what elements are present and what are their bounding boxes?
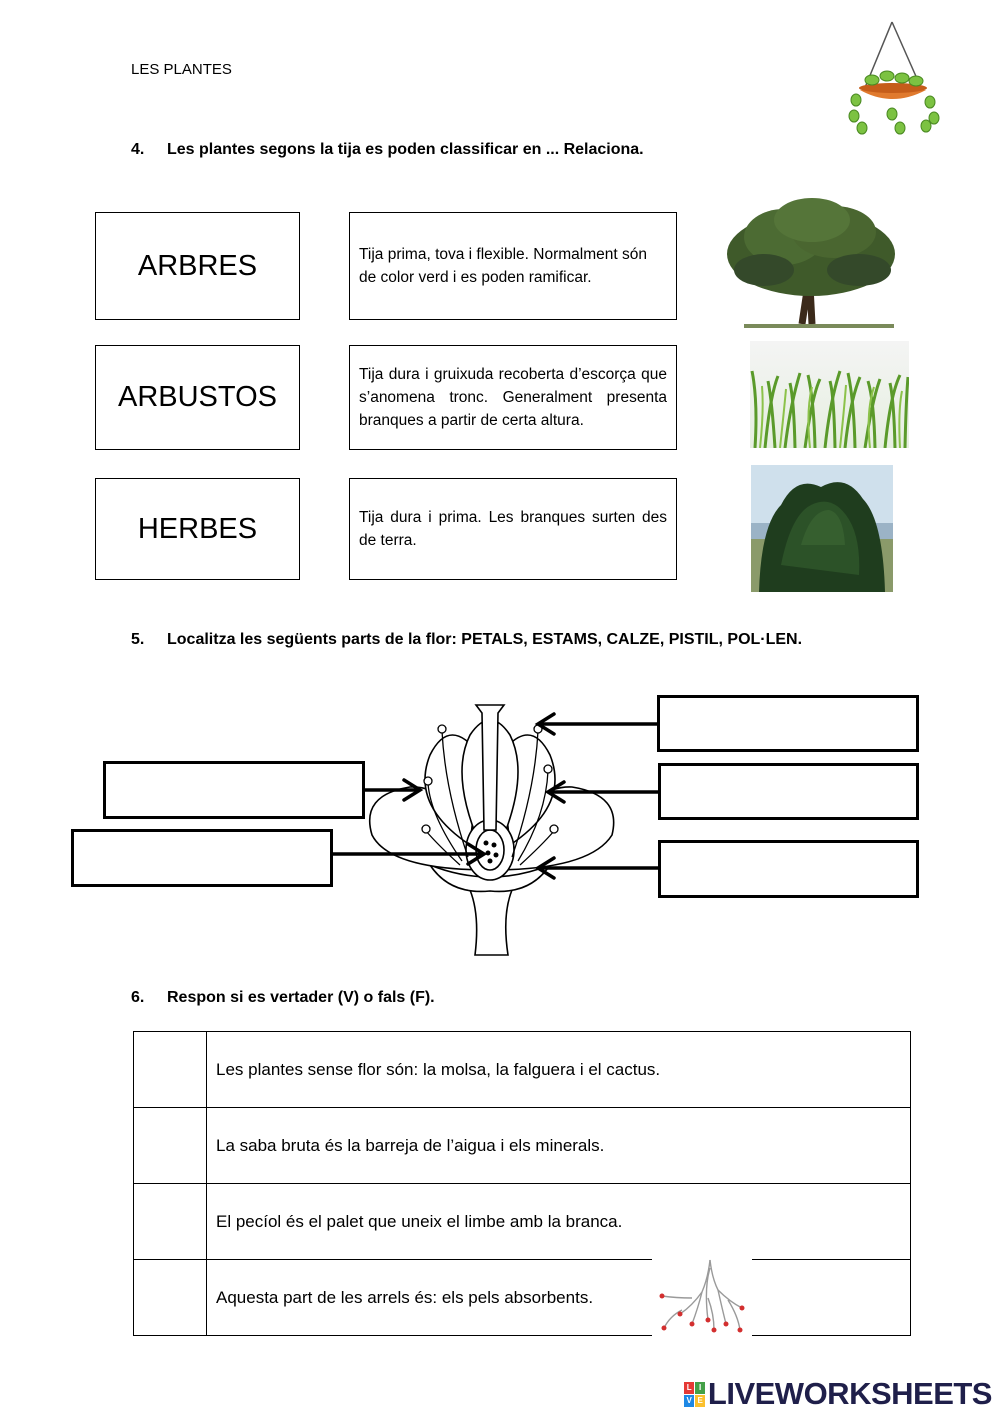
word-box-arbres[interactable] [95,212,300,320]
word-box-herbes[interactable] [95,478,300,580]
question-6-text: Respon si es vertader (V) o fals (F). [167,989,435,1006]
table-row [134,1032,911,1108]
logo-letter: E [695,1395,705,1407]
question-4-number: 4. [131,141,145,158]
question-5-text: Localitza les següents parts de la flor: PETALS, ESTAMS, CALZE, PISTIL, POL·LEN. [167,631,803,648]
word-box-arbustos[interactable] [95,345,300,450]
logo-text: LIVEWORKSHEETS [707,1376,992,1411]
answer-box-right-1[interactable] [657,695,919,752]
statement-cell: Les plantes sense flor són: la molsa, la falguera i el cactus. [207,1032,911,1108]
table-row [134,1260,911,1336]
description-box-2[interactable] [349,345,677,450]
answer-box-left-2[interactable] [71,829,333,887]
description-box-3[interactable] [349,478,677,580]
true-false-table [133,1031,911,1336]
answer-cell[interactable] [134,1184,207,1260]
root-hairs-image [652,1258,752,1338]
question-4-text: Les plantes segons la tija es poden classificar en ... Relaciona. [167,141,644,158]
question-6 [131,989,435,1007]
description-text: Tija dura i prima. Les branques surten des de terra. [359,509,667,549]
document-title: LES PLANTES [131,61,232,78]
word-label: ARBUSTOS [117,381,277,413]
answer-cell[interactable] [134,1108,207,1184]
logo-letter: L [684,1382,694,1394]
logo-letter: I [695,1382,705,1394]
question-5 [131,631,802,649]
table-row [134,1184,911,1260]
tree-image [724,192,899,330]
logo-letter: V [684,1395,694,1407]
logo-mark-icon [684,1382,705,1407]
statement-cell: El pecíol és el palet que uneix el limbe amb la branca. [207,1184,911,1260]
liveworksheets-logo [684,1376,992,1412]
question-4 [131,141,644,159]
word-label: HERBES [137,512,258,545]
hanging-plant-icon [842,18,942,138]
answer-box-right-3[interactable] [658,840,919,898]
bush-image [751,465,893,592]
answer-cell[interactable] [134,1032,207,1108]
word-label: ARBRES [137,249,258,282]
question-5-number: 5. [131,631,145,648]
table-row [134,1108,911,1184]
statement-cell: La saba bruta és la barreja de l’aigua i els minerals. [207,1108,911,1184]
description-text: Tija prima, tova i flexible. Normalment són de color verd i es poden ramificar. [359,246,647,286]
description-text: Tija dura i gruixuda recoberta d’escorça que s’anomena tronc. Generalment presenta branques a partir de certa altura. [359,366,667,429]
answer-box-left-1[interactable] [103,761,365,819]
grass-image [750,341,909,448]
answer-box-right-2[interactable] [658,763,919,820]
question-6-number: 6. [131,989,145,1006]
description-box-1[interactable] [349,212,677,320]
statement-cell: Aquesta part de les arrels és: els pels absorbents. [207,1260,911,1336]
answer-cell[interactable] [134,1260,207,1336]
